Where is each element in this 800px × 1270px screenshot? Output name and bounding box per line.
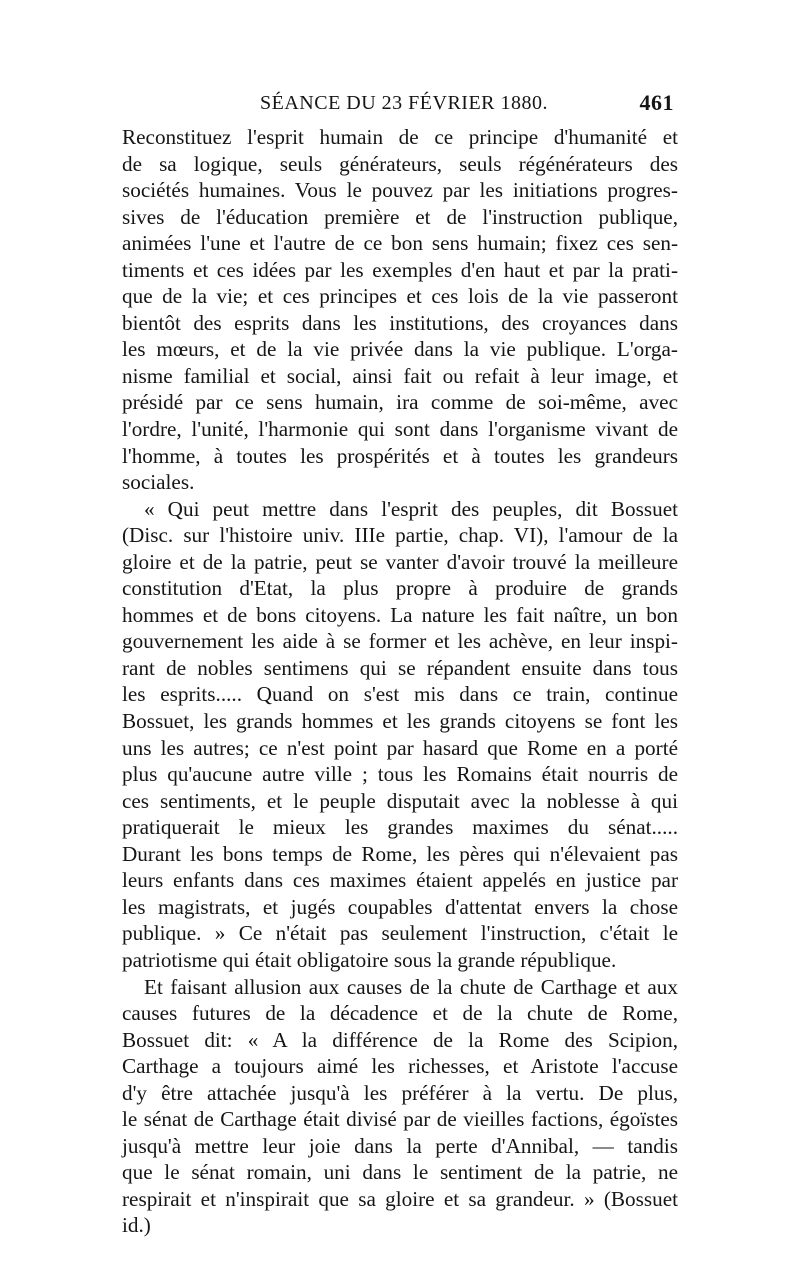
text-line: animées l'une et l'autre de ce bon sens humain; fixez ces sen-: [122, 231, 678, 256]
text-line: pratiquerait le mieux les grandes maximes du sénat.....: [122, 815, 678, 840]
text-line: que de la vie; et ces principes et ces lois de la vie passeront: [122, 284, 678, 309]
text-line: d'y être attachée jusqu'à les préférer à la vertu. De plus,: [122, 1080, 678, 1105]
body-text: [122, 124, 678, 1239]
text-line: de sa logique, seuls générateurs, seuls régénérateurs des: [122, 151, 678, 176]
text-line: les magistrats, et jugés coupables d'attentat envers la chose: [122, 894, 678, 919]
text-line: Et faisant allusion aux causes de la chute de Carthage et aux: [144, 974, 678, 999]
text-line: plus qu'aucune autre ville ; tous les Romains était nourris de: [122, 762, 678, 787]
text-line: « Qui peut mettre dans l'esprit des peuples, dit Bossuet: [144, 496, 678, 521]
text-line: leurs enfants dans ces maximes étaient appelés en justice par: [122, 868, 678, 893]
text-line: Bossuet, les grands hommes et les grands citoyens se font les: [122, 709, 678, 734]
text-line: le sénat de Carthage était divisé par de vieilles factions, égoïstes: [122, 1107, 678, 1132]
text-line: que le sénat romain, uni dans le sentiment de la patrie, ne: [122, 1160, 678, 1185]
text-line: présidé par ce sens humain, ira comme de soi-même, avec: [122, 390, 678, 415]
text-line: bientôt des esprits dans les institutions, des croyances dans: [122, 310, 678, 335]
text-line: (Disc. sur l'histoire univ. IIIe partie, chap. VI), l'amour de la: [122, 523, 678, 548]
text-line: gloire et de la patrie, peut se vanter d'avoir trouvé la meilleure: [122, 549, 678, 574]
page-number: 461: [639, 90, 674, 115]
text-line: Carthage a toujours aimé les richesses, et Aristote l'accuse: [122, 1054, 678, 1079]
text-line: jusqu'à mettre leur joie dans la perte d'Annibal, — tandis: [122, 1133, 678, 1158]
text-line: gouvernement les aide à se former et les achève, en leur inspi-: [122, 629, 678, 654]
text-line: publique. » Ce n'était pas seulement l'instruction, c'était le: [122, 921, 678, 946]
text-line: constitution d'Etat, la plus propre à produire de grands: [122, 576, 678, 601]
paragraph: [122, 124, 678, 496]
text-line: causes futures de la décadence et de la chute de Rome,: [122, 1001, 678, 1026]
running-title: SÉANCE DU 23 FÉVRIER 1880.: [260, 92, 549, 114]
text-line: sociétés humaines. Vous le pouvez par les initiations progres-: [122, 178, 678, 203]
text-line: Reconstituez l'esprit humain de ce principe d'humanité et: [122, 125, 678, 149]
text-line: sives de l'éducation première et de l'instruction publique,: [122, 204, 678, 229]
text-line: l'homme, à toutes les prospérités et à toutes les grandeurs: [122, 443, 678, 468]
text-line: l'ordre, l'unité, l'harmonie qui sont dans l'organisme vivant de: [122, 417, 678, 442]
text-line: nisme familial et social, ainsi fait ou refait à leur image, et: [122, 363, 678, 388]
text-line: Durant les bons temps de Rome, les pères qui n'élevaient pas: [122, 841, 678, 866]
text-line: sociales.: [122, 470, 195, 495]
text-line: timents et ces idées par les exemples d'en haut et par la prati-: [122, 257, 678, 282]
text-line: uns les autres; ce n'est point par hasard que Rome en a porté: [122, 735, 678, 760]
text-line: hommes et de bons citoyens. La nature les fait naître, un bon: [122, 602, 678, 627]
text-line: les esprits..... Quand on s'est mis dans ce train, continue: [122, 682, 678, 707]
text-line: les mœurs, et de la vie privée dans la vie publique. L'orga-: [122, 337, 678, 362]
text-line: rant de nobles sentimens qui se répandent ensuite dans tous: [122, 655, 678, 680]
text-line: id.): [122, 1213, 151, 1238]
text-line: patriotisme qui était obligatoire sous la grande république.: [122, 947, 617, 972]
text-line: ces sentiments, et le peuple disputait avec la noblesse à qui: [122, 788, 678, 813]
text-line: respirait et n'inspirait que sa gloire et sa grandeur. » (Bossuet: [122, 1186, 678, 1211]
text-line: Bossuet dit: « A la différence de la Rome des Scipion,: [122, 1027, 678, 1052]
paragraph: [122, 496, 678, 974]
paragraph: [122, 974, 678, 1239]
running-head: [122, 90, 678, 120]
